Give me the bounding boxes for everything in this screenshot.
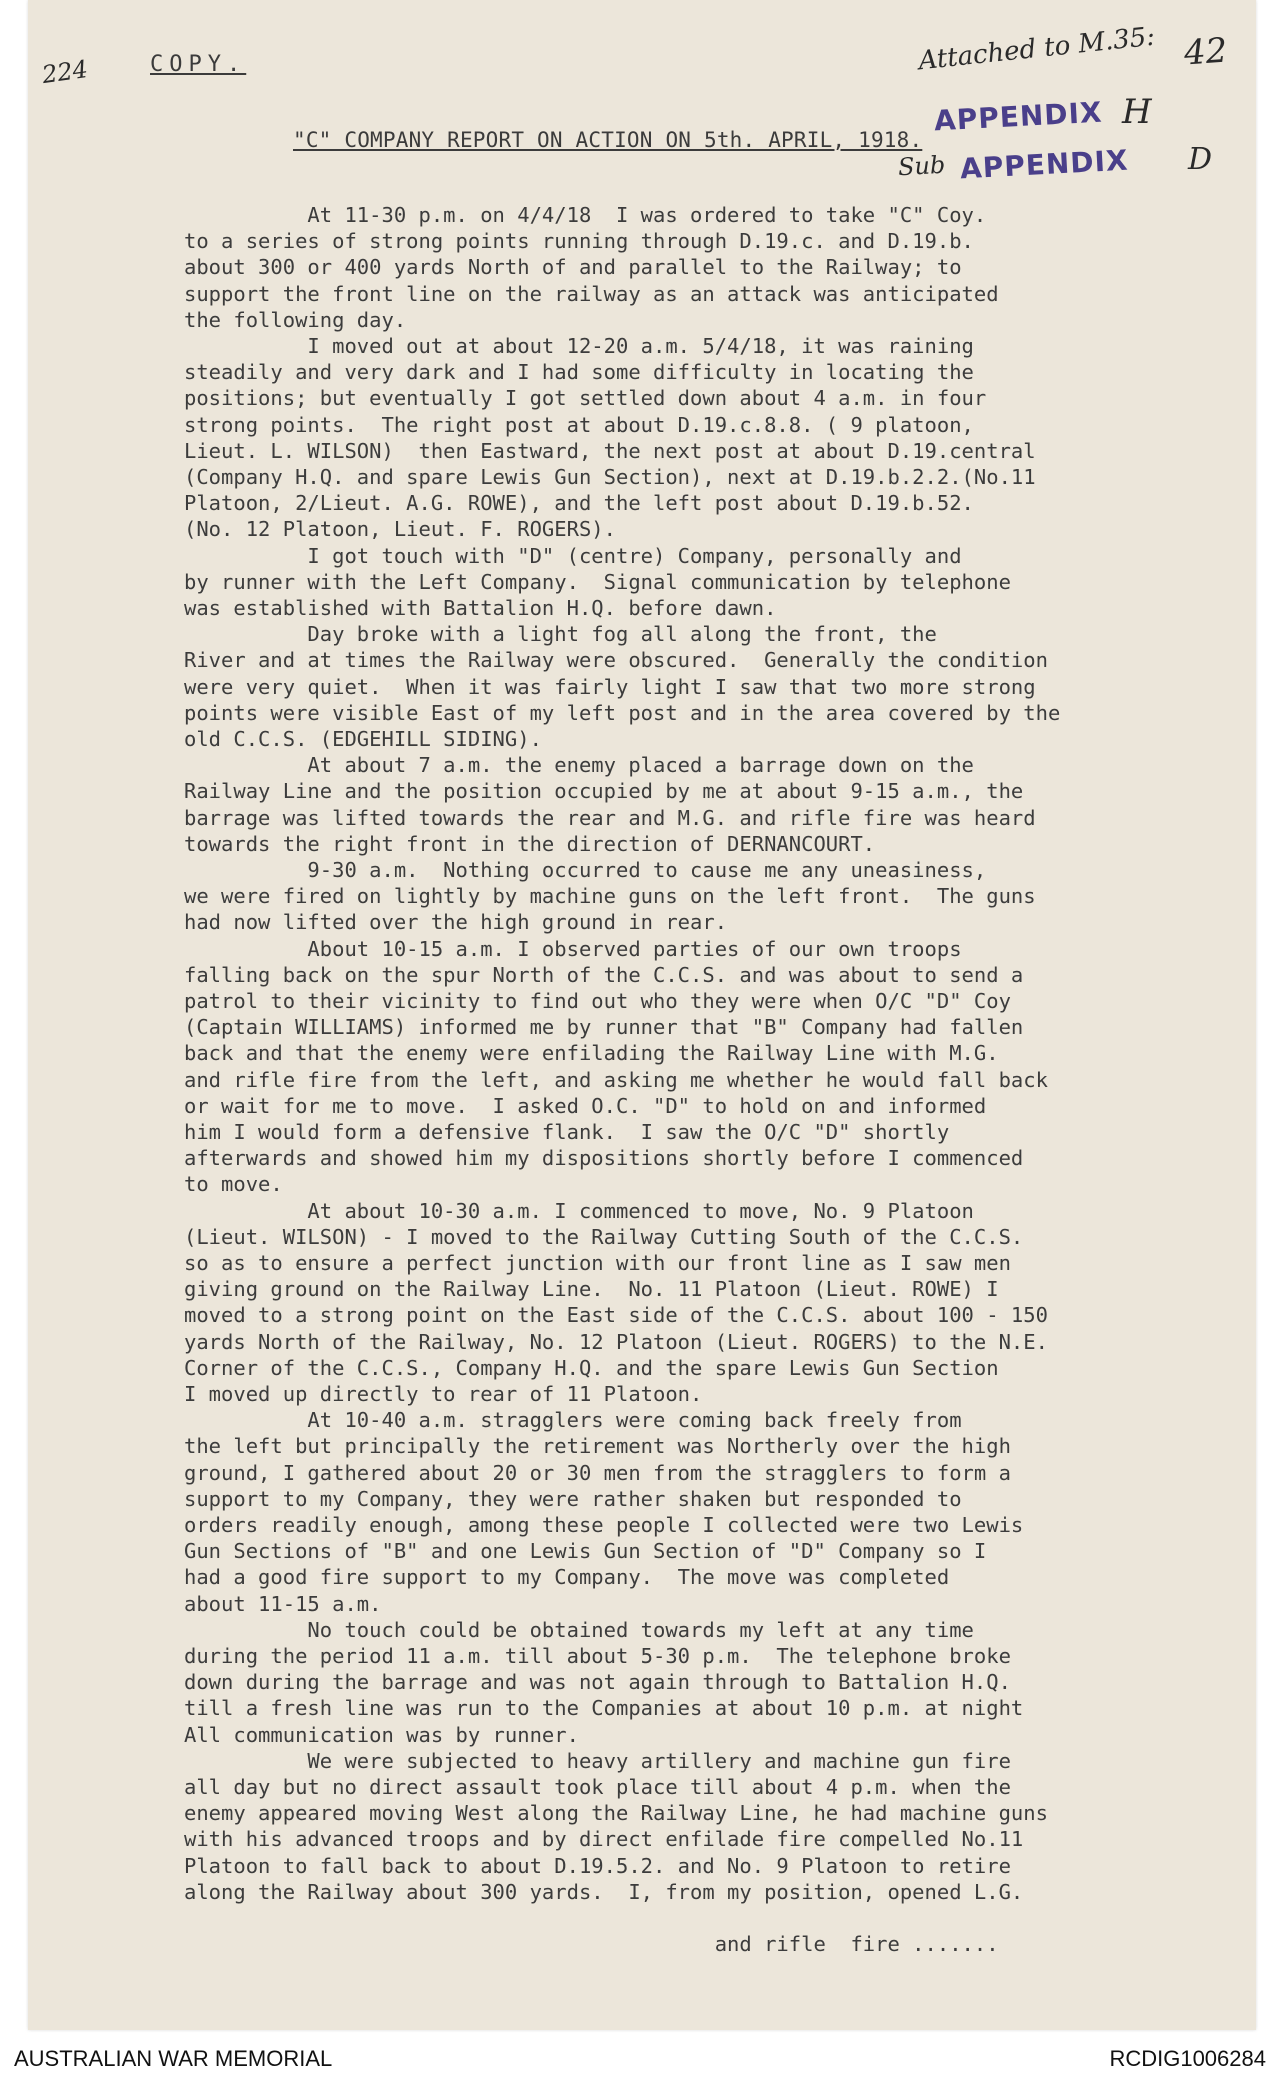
report-line: about 11-15 a.m.: [184, 1591, 382, 1616]
report-line: support to my Company, they were rather shaken but responded to: [184, 1486, 962, 1511]
report-line: so as to ensure a perfect junction with our front line as I saw men: [184, 1251, 1011, 1275]
appendix-letter: H: [1122, 92, 1152, 132]
report-line: along the Railway about 300 yards. I, from my position, opened L.G.: [184, 1879, 1024, 1904]
report-title: "C" COMPANY REPORT ON ACTION ON 5th. APRIL, 1918.: [293, 128, 923, 152]
report-line: enemy appeared moving West along the Railway Line, he had machine guns: [184, 1801, 1048, 1826]
report-line: At about 7 a.m. the enemy placed a barrage down on the: [184, 753, 974, 778]
report-line: and rifle fire from the left, and asking me whether he would fall back: [184, 1067, 1048, 1092]
report-line: No touch could be obtained towards my left at any time: [184, 1617, 974, 1642]
report-line: was established with Battalion H.Q. before dawn.: [184, 596, 777, 620]
report-line: during the period 11 a.m. till about 5-30 p.m. The telephone broke: [184, 1644, 1011, 1668]
report-line: down during the barrage and was not again through to Battalion H.Q.: [184, 1670, 1011, 1695]
report-line: him I would form a defensive flank. I saw the O/C "D" shortly: [184, 1120, 950, 1144]
handwritten-ref-number: 42: [1182, 30, 1229, 74]
report-line: with his advanced troops and by direct enfilade fire compelled No.11: [184, 1827, 1024, 1852]
copy-label: COPY.: [150, 52, 247, 77]
report-line: Lieut. L. WILSON) then Eastward, the next post at about D.19.central: [184, 438, 1036, 463]
footer-source: AUSTRALIAN WAR MEMORIAL: [14, 2046, 333, 2071]
report-line: I got touch with "D" (centre) Company, personally and: [184, 543, 962, 568]
report-line: (Lieut. WILSON) - I moved to the Railway Cutting South of the C.C.S.: [184, 1224, 1024, 1249]
report-line: had now lifted over the high ground in rear.: [184, 910, 728, 935]
report-line: and rifle fire .......: [184, 1932, 999, 1957]
handwritten-number: 224: [40, 54, 90, 90]
footer-id: RCDIG1006284: [1109, 2046, 1266, 2071]
report-line: we were fired on lightly by machine guns on the left front. The guns: [184, 884, 1036, 909]
sub-appendix-prefix: Sub: [897, 150, 946, 182]
report-line: I moved out at about 12-20 a.m. 5/4/18, it was raining: [184, 334, 974, 358]
report-line: orders readily enough, among these people I collected were two Lewis: [184, 1513, 1024, 1537]
report-line: 9-30 a.m. Nothing occurred to cause me any uneasiness,: [184, 858, 987, 882]
report-line: support the front line on the railway as an attack was anticipated: [184, 281, 999, 306]
report-line: had a good fire support to my Company. The move was completed: [184, 1565, 950, 1590]
report-line: or wait for me to move. I asked O.C. "D" to hold on and informed: [184, 1093, 987, 1118]
report-line: were very quiet. When it was fairly light I saw that two more strong: [184, 674, 1036, 699]
sub-appendix-letter: D: [1188, 142, 1213, 177]
report-line: towards the right front in the direction of DERNANCOURT.: [184, 831, 876, 856]
report-line: afterwards and showed him my dispositions shortly before I commenced: [184, 1146, 1024, 1171]
report-line: the following day.: [184, 307, 407, 332]
report-line: back and that the enemy were enfilading the Railway Line with M.G.: [184, 1041, 999, 1066]
sub-appendix-stamp: APPENDIX: [959, 143, 1130, 186]
report-line: strong points. The right post at about D.19.c.8.8. ( 9 platoon,: [184, 412, 974, 437]
report-line: (Company H.Q. and spare Lewis Gun Section), next at D.19.b.2.2.(No.11: [184, 465, 1036, 489]
handwritten-attached-note: Attached to M.35:: [917, 21, 1157, 77]
report-line: Platoon to fall back to about D.19.5.2. and No. 9 Platoon to retire: [184, 1853, 1011, 1878]
report-line: moved to a strong point on the East side of the C.C.S. about 100 - 150: [184, 1303, 1048, 1328]
report-line: Railway Line and the position occupied by me at about 9-15 a.m., the: [184, 779, 1024, 804]
report-line: (Captain WILLIAMS) informed me by runner that "B" Company had fallen: [184, 1015, 1024, 1040]
report-line: all day but no direct assault took place till about 4 p.m. when the: [184, 1775, 1011, 1799]
report-line: Corner of the C.C.S., Company H.Q. and the spare Lewis Gun Section: [184, 1355, 999, 1380]
report-line: patrol to their vicinity to find out who they were when O/C "D" Coy: [184, 989, 1011, 1013]
appendix-stamp: APPENDIX: [933, 95, 1104, 138]
report-line: (No. 12 Platoon, Lieut. F. ROGERS).: [184, 517, 616, 542]
report-line: to a series of strong points running through D.19.c. and D.19.b.: [184, 229, 974, 254]
report-line: the left but principally the retirement was Northerly over the high: [184, 1434, 1011, 1459]
report-line: At 10-40 a.m. stragglers were coming back freely from: [184, 1408, 962, 1433]
report-line: River and at times the Railway were obscured. Generally the condition: [184, 648, 1048, 673]
report-line: About 10-15 a.m. I observed parties of our own troops: [184, 936, 962, 961]
document-page: [28, 0, 1256, 2030]
report-line: till a fresh line was run to the Companies at about 10 p.m. at night: [184, 1696, 1024, 1721]
report-line: steadily and very dark and I had some difficulty in locating the: [184, 360, 974, 385]
report-line: yards North of the Railway, No. 12 Platoon (Lieut. ROGERS) to the N.E.: [184, 1329, 1048, 1354]
report-line: At about 10-30 a.m. I commenced to move, No. 9 Platoon: [184, 1198, 974, 1223]
report-line: falling back on the spur North of the C.C.S. and was about to send a: [184, 962, 1024, 987]
report-line: barrage was lifted towards the rear and M.G. and rifle fire was heard: [184, 805, 1036, 830]
report-line: points were visible East of my left post and in the area covered by the: [184, 700, 1061, 725]
report-line: about 300 or 400 yards North of and parallel to the Railway; to: [184, 255, 962, 280]
report-line: ground, I gathered about 20 or 30 men from the stragglers to form a: [184, 1460, 1011, 1485]
report-line: giving ground on the Railway Line. No. 11 Platoon (Lieut. ROWE) I: [184, 1277, 999, 1302]
report-line: Day broke with a light fog all along the front, the: [184, 622, 937, 647]
report-line: to move.: [184, 1172, 283, 1197]
report-line: Gun Sections of "B" and one Lewis Gun Section of "D" Company so I: [184, 1539, 987, 1564]
report-line: positions; but eventually I got settled down about 4 a.m. in four: [184, 386, 987, 411]
report-line: by runner with the Left Company. Signal communication by telephone: [184, 569, 1011, 594]
report-line: We were subjected to heavy artillery and machine gun fire: [184, 1748, 1011, 1773]
report-line: I moved up directly to rear of 11 Platoon.: [184, 1382, 703, 1406]
report-line: Platoon, 2/Lieut. A.G. ROWE), and the left post about D.19.b.52.: [184, 491, 974, 516]
report-line: old C.C.S. (EDGEHILL SIDING).: [184, 727, 542, 751]
report-line: All communication was by runner.: [184, 1722, 579, 1747]
report-line: At 11-30 p.m. on 4/4/18 I was ordered to take "C" Coy.: [184, 203, 987, 227]
